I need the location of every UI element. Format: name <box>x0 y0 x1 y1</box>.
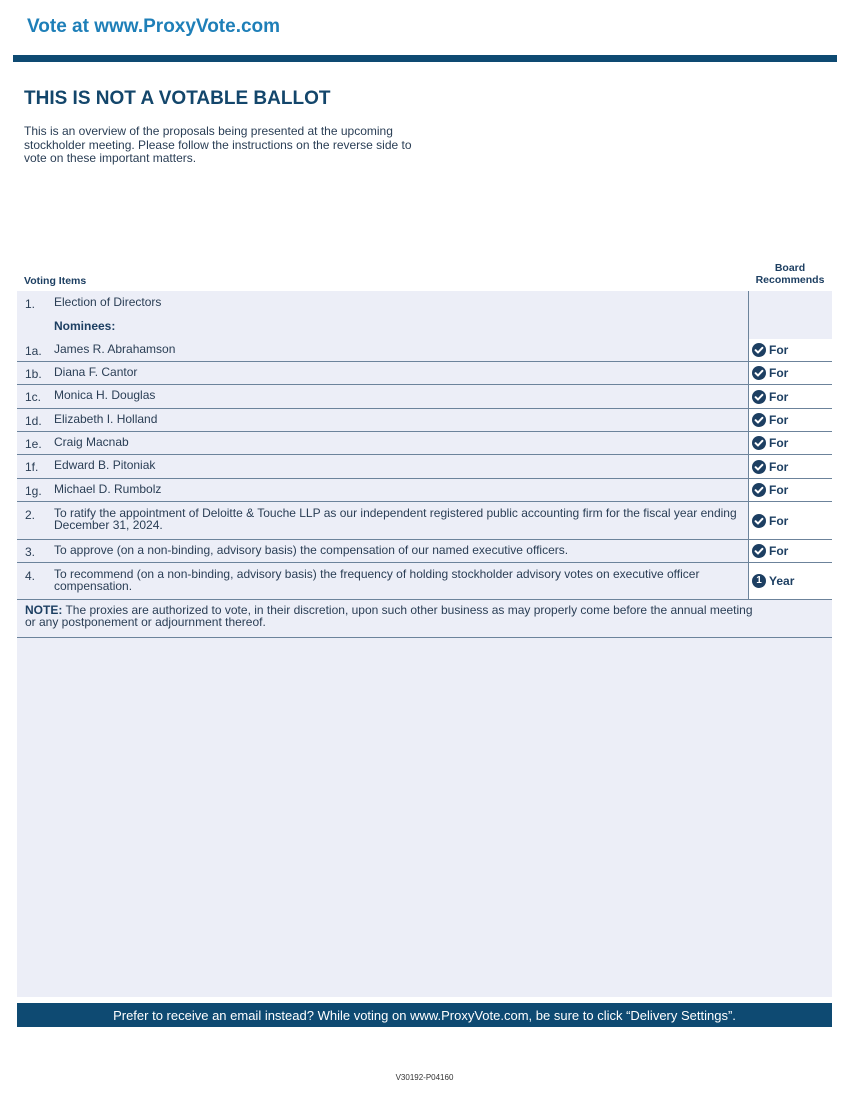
nominee-number: 1f. <box>25 460 39 474</box>
ballot-title: THIS IS NOT A VOTABLE BALLOT <box>24 88 331 109</box>
nominee-name: Edward B. Pitoniak <box>54 458 156 472</box>
recommendation-cell <box>749 455 832 478</box>
check-circle-icon <box>752 460 766 474</box>
nominee-number: 1a. <box>25 344 42 358</box>
nominee-row-1c <box>17 385 832 409</box>
item-2-row <box>17 502 832 540</box>
rec-column-divider <box>748 291 749 599</box>
note-text <box>25 605 765 628</box>
email-delivery-banner: Prefer to receive an email instead? While voting on www.ProxyVote.com, be sure to click “Delivery Settings”. <box>17 1003 832 1027</box>
check-circle-icon <box>752 514 766 528</box>
nominee-row-1a <box>17 339 832 362</box>
recommendation-value: For <box>769 513 789 528</box>
recommendation-cell <box>749 502 832 539</box>
item-3-row <box>17 540 832 563</box>
recommendation-value: For <box>769 343 789 357</box>
check-circle-icon <box>752 483 766 497</box>
item-number: 1. <box>25 297 36 311</box>
recommendation-cell <box>749 563 832 599</box>
item-text: To ratify the appointment of Deloitte & Touche LLP as our independent registered public accounting firm for the fiscal year ending December 31, 2024. <box>54 506 737 532</box>
nominee-number: 1c. <box>25 390 42 404</box>
nominees-row <box>17 317 832 337</box>
check-circle-icon <box>752 544 766 558</box>
nominee-row-1b <box>17 362 832 385</box>
nominee-row-1d <box>17 409 832 432</box>
nominee-row-1f <box>17 455 832 479</box>
check-circle-icon <box>752 413 766 427</box>
nominee-number: 1g. <box>25 484 42 498</box>
item-number: 2. <box>25 508 36 522</box>
recommendation-cell <box>749 432 832 454</box>
item-4-row <box>17 563 832 600</box>
nominee-name: James R. Abrahamson <box>54 342 176 356</box>
recommendation-cell <box>749 540 832 562</box>
recommendation-cell <box>749 339 832 361</box>
recommendation-value: For <box>769 483 789 497</box>
recommendation-value: For <box>769 413 789 427</box>
header-rule <box>13 55 837 62</box>
item-number: 4. <box>25 569 36 583</box>
nominee-number: 1e. <box>25 437 42 451</box>
intro-text: This is an overview of the proposals being presented at the upcoming stockholder meeting. Please follow the instructions on the reverse side to vote on these important matters. <box>24 124 412 165</box>
item-text: Election of Directors <box>54 295 162 309</box>
item-text: To recommend (on a non-binding, advisory basis) the frequency of holding stockholder advisory votes on executive officer compensation. <box>54 567 700 593</box>
nominees-label: Nominees: <box>54 319 116 333</box>
check-circle-icon <box>752 343 766 357</box>
recommendation-value: Year <box>769 574 795 588</box>
recommendation-value: For <box>769 366 789 380</box>
item-number: 3. <box>25 545 36 559</box>
recommendation-value: For <box>769 544 789 558</box>
recommendation-value: For <box>769 436 789 450</box>
recommendation-value: For <box>769 389 789 404</box>
nominee-name: Monica H. Douglas <box>54 388 156 402</box>
document-code: V30192-P04160 <box>395 1073 454 1082</box>
recommendation-cell <box>749 385 832 408</box>
nominee-name: Diana F. Cantor <box>54 365 138 379</box>
check-circle-icon <box>752 390 766 404</box>
check-circle-icon <box>752 366 766 380</box>
number-one-circle-icon <box>752 574 766 588</box>
nominee-row-1g <box>17 479 832 502</box>
item-text: To approve (on a non-binding, advisory basis) the compensation of our named executive officers. <box>54 543 569 557</box>
nominee-name: Elizabeth I. Holland <box>54 412 158 426</box>
recommendation-cell <box>749 479 832 501</box>
nominee-name: Michael D. Rumbolz <box>54 482 162 496</box>
nominee-row-1e <box>17 432 832 455</box>
nominee-number: 1d. <box>25 414 42 428</box>
check-circle-icon <box>752 436 766 450</box>
note-body: The proxies are authorized to vote, in their discretion, upon such other business as may properly come before the annual meeting or any postponement or adjournment thereof. <box>25 603 753 629</box>
voting-items-label: Voting Items <box>24 275 87 287</box>
note-row <box>17 600 832 638</box>
recommendation-cell <box>749 409 832 431</box>
nominee-number: 1b. <box>25 367 42 381</box>
header-title: Vote at www.ProxyVote.com <box>27 16 281 37</box>
recommendation-value: For <box>769 459 789 474</box>
note-label: NOTE: <box>25 603 63 617</box>
board-label-line2: Recommends <box>755 274 825 286</box>
icon-digit: 1 <box>756 575 762 586</box>
recommendation-cell <box>749 362 832 384</box>
nominee-name: Craig Macnab <box>54 435 129 449</box>
board-label-line1: Board <box>774 262 806 274</box>
board-recommends-label <box>749 262 831 286</box>
item-1-row <box>17 294 832 314</box>
